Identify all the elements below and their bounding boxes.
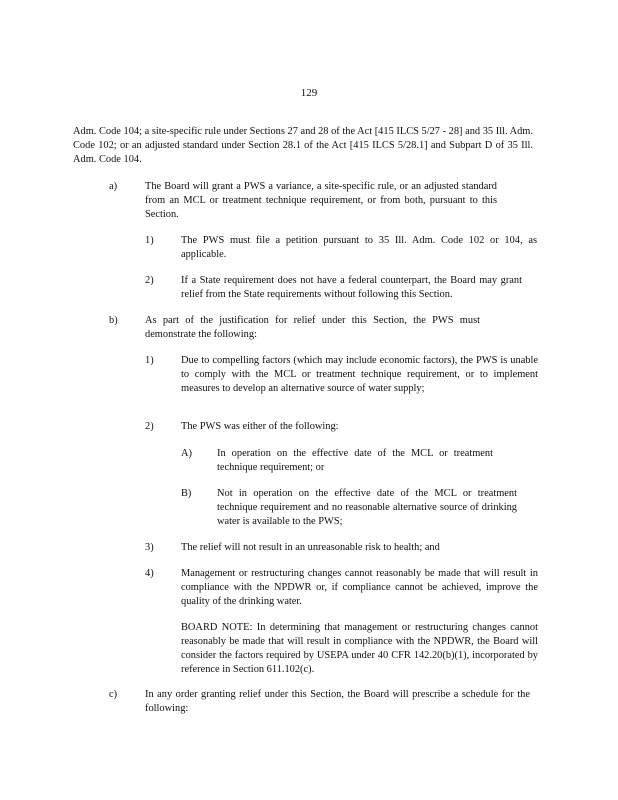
section-a-text: The Board will grant a PWS a variance, a site-specific rule, or an adjusted standard from an MCL or treatment technique requirement, or from both, pursuant to this Section. (145, 181, 497, 220)
section-c-text: In any order granting relief under this Section, the Board will prescribe a schedule for the following: (145, 689, 530, 714)
section-b4-label: 4) (145, 568, 154, 579)
section-a1-text: The PWS must file a petition pursuant to 35 Ill. Adm. Code 102 or 104, as applicable. (181, 235, 537, 260)
section-b2b-label: B) (181, 488, 192, 499)
section-b2-text: The PWS was either of the following: (181, 421, 339, 432)
section-b2a-label: A) (181, 448, 192, 459)
section-b2b-text: Not in operation on the effective date of the MCL or treatment technique requirement and no reasonable alternative source of drinking water is available to the PWS; (217, 488, 517, 527)
section-b3-label: 3) (145, 542, 154, 553)
section-c-label: c) (109, 689, 118, 700)
section-b-label: b) (109, 315, 118, 326)
section-b-text: As part of the justification for relief under this Section, the PWS must demonstrate the following: (145, 315, 480, 340)
section-a2-text: If a State requirement does not have a federal counterpart, the Board may grant relief from the State requirements without following this Section. (181, 275, 522, 300)
section-a2-label: 2) (145, 275, 154, 286)
section-a-label: a) (109, 181, 118, 192)
section-b1-text: Due to compelling factors (which may include economic factors), the PWS is unable to comply with the MCL or treatment technique requirement, or to implement measures to develop an alternative source of water supply; (181, 355, 538, 394)
section-b2-label: 2) (145, 421, 154, 432)
section-a1-label: 1) (145, 235, 154, 246)
section-b1-label: 1) (145, 355, 154, 366)
board-note: BOARD NOTE: In determining that management or restructuring changes cannot reasonably be made that will result in compliance with the NPDWR, the Board will consider the factors required by USEPA under 40 CFR 142.20(b)(1), incorporated by reference in Section 611.102(c). (181, 622, 538, 675)
section-b4-text: Management or restructuring changes cannot reasonably be made that will result in compliance with the NPDWR or, if compliance cannot be achieved, improve the quality of the drinking water. (181, 568, 538, 607)
page-number: 129 (300, 87, 318, 99)
intro-paragraph: Adm. Code 104; a site-specific rule under Sections 27 and 28 of the Act [415 ILCS 5/27 - 28] and 35 Ill. Adm. Code 102; or an adjusted standard under Section 28.1 of the Act [415 ILCS 5/28.1] and Subpart D of 35 Ill. Adm. Code 104. (73, 126, 533, 165)
section-b3-text: The relief will not result in an unreasonable risk to health; and (181, 542, 440, 553)
section-b2a-text: In operation on the effective date of the MCL or treatment technique requirement; or (217, 448, 493, 473)
